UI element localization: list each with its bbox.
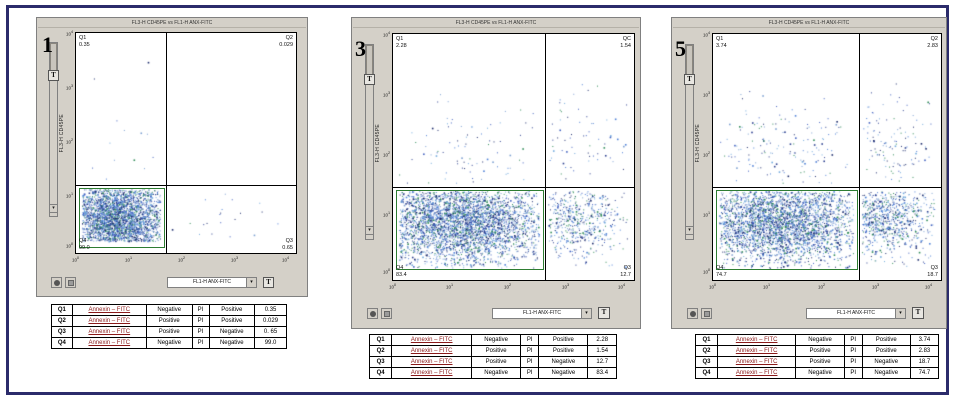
x-tick-5: $10^4$: [282, 256, 290, 263]
quadrant-value-lr-5: 18.7: [927, 272, 938, 278]
cell-marker: Annexin – FITC: [392, 368, 472, 379]
cell-stain: PI: [192, 316, 209, 327]
y-tick-4: $10^1$: [66, 192, 74, 199]
x-parameter-value-1: FL1-H ANX-FITC: [192, 279, 232, 285]
chevron-down-icon-5[interactable]: ▾: [895, 309, 905, 318]
table-row: [696, 335, 939, 346]
cell-stain-state: Positive: [539, 335, 588, 346]
panel-number-1: 1: [42, 32, 53, 57]
quadrant-label-ll-1: Q4: [79, 238, 87, 244]
y-axis-transform-button-5[interactable]: T: [684, 74, 695, 85]
y-tick-1: $10^4$: [383, 31, 391, 38]
y-scroll-down-arrow-3[interactable]: ▾: [365, 226, 374, 235]
stats-table-3: [369, 334, 617, 379]
cell-quadrant: Q3: [696, 357, 718, 368]
x-tick-1: $10^0$: [72, 256, 80, 263]
quadrant-value-lr-1: 0.65: [282, 245, 293, 251]
quadrant-label-ul-3: Q1: [396, 36, 404, 42]
cell-stain-state: Positive: [539, 346, 588, 357]
quadrant-value-ul-3: 2.28: [396, 43, 407, 49]
cell-stain-state: Positive: [209, 305, 255, 316]
x-tick-2: $10^1$: [763, 283, 771, 290]
cell-stain: PI: [521, 357, 539, 368]
x-tick-1: $10^0$: [709, 283, 717, 290]
x-tick-2: $10^1$: [446, 283, 454, 290]
y-tick-2: $10^3$: [66, 84, 74, 91]
cell-stain-state: Negative: [209, 327, 255, 338]
x-parameter-combo-5[interactable]: [806, 308, 906, 319]
quadrant-value-ur-3: 1.54: [620, 43, 631, 49]
cell-stain: PI: [521, 335, 539, 346]
quadrant-label-ll-3: Q4: [396, 265, 404, 271]
x-axis-transform-button-1[interactable]: T: [263, 277, 274, 288]
y-tick-3: $10^2$: [66, 138, 74, 145]
table-row: [696, 368, 939, 379]
cell-quadrant: Q1: [370, 335, 392, 346]
cell-stain: PI: [192, 327, 209, 338]
cell-value: 2.83: [910, 346, 938, 357]
cell-marker-state: Positive: [796, 346, 844, 357]
chevron-down-icon-3[interactable]: ▾: [581, 309, 591, 318]
y-scroll-down-arrow-5[interactable]: ▾: [685, 226, 694, 235]
cell-quadrant: Q1: [52, 305, 73, 316]
table-row: [370, 346, 617, 357]
window-title-5: FL3-H CD45PE vs FL1-H ANX-FITC: [673, 19, 945, 28]
x-parameter-combo-1[interactable]: [167, 277, 257, 288]
cell-stain: PI: [521, 346, 539, 357]
panel-3: [339, 14, 639, 394]
cell-marker: Annexin – FITC: [72, 305, 146, 316]
cell-stain-state: Negative: [209, 338, 255, 349]
cell-stain-state: Negative: [539, 368, 588, 379]
quadrant-value-ur-1: 0.029: [279, 42, 293, 48]
quadrant-label-ll-5: Q4: [716, 265, 724, 271]
x-tick-5: $10^4$: [618, 283, 626, 290]
display-mode-icon-5[interactable]: [687, 308, 698, 319]
cell-marker-state: Negative: [796, 335, 844, 346]
quadrant-value-ll-5: 74.7: [716, 272, 727, 278]
cell-value: 3.74: [910, 335, 938, 346]
x-tick-1: $10^0$: [389, 283, 397, 290]
quadrant-label-lr-5: Q3: [930, 265, 938, 271]
plot-window-1: [36, 17, 308, 297]
cell-value: 0.35: [255, 305, 287, 316]
cell-stain-state: Positive: [209, 316, 255, 327]
x-axis-transform-button-3[interactable]: T: [598, 307, 610, 319]
cell-quadrant: Q2: [696, 346, 718, 357]
quadrant-value-ll-1: 99.0: [79, 245, 90, 251]
y-tick-2: $10^3$: [703, 91, 711, 98]
y-tick-2: $10^3$: [383, 91, 391, 98]
quadrant-value-lr-3: 12.7: [620, 272, 631, 278]
cell-stain-state: Negative: [862, 357, 910, 368]
gate-region-5: [716, 190, 858, 270]
table-row: [370, 357, 617, 368]
cell-marker-state: Positive: [472, 357, 521, 368]
y-tick-5: $10^0$: [66, 242, 74, 249]
x-tick-3: $10^2$: [178, 256, 186, 263]
cell-value: 2.28: [588, 335, 617, 346]
cell-quadrant: Q3: [370, 357, 392, 368]
x-tick-4: $10^3$: [872, 283, 880, 290]
chevron-down-icon-1[interactable]: ▾: [246, 278, 256, 287]
x-tick-5: $10^4$: [925, 283, 933, 290]
cell-stain-state: Negative: [862, 368, 910, 379]
y-scroll-down-arrow-1[interactable]: ▾: [49, 204, 58, 213]
display-mode-icon-3[interactable]: [367, 308, 378, 319]
stats-table-1: [51, 304, 287, 349]
cell-value: 1.54: [588, 346, 617, 357]
cell-marker-state: Negative: [146, 338, 192, 349]
plot-window-5: [671, 17, 947, 329]
y-axis-transform-button-3[interactable]: T: [364, 74, 375, 85]
panel-number-5: 5: [675, 36, 686, 61]
cell-stain-state: Positive: [862, 346, 910, 357]
cell-stain: PI: [192, 305, 209, 316]
cell-stain: PI: [192, 338, 209, 349]
quadrant-label-ul-1: Q1: [79, 35, 87, 41]
display-mode-icon-1[interactable]: [51, 277, 62, 288]
cell-marker-state: Positive: [146, 316, 192, 327]
quadrant-label-ur-1: Q2: [285, 35, 293, 41]
cell-marker: Annexin – FITC: [717, 357, 796, 368]
plot-window-3: [351, 17, 641, 329]
cell-stain: PI: [844, 335, 862, 346]
x-axis-transform-button-5[interactable]: T: [912, 307, 924, 319]
x-tick-2: $10^1$: [125, 256, 133, 263]
y-scrollbar-1[interactable]: [49, 42, 58, 217]
quadrant-label-lr-3: Q3: [623, 265, 631, 271]
x-tick-3: $10^2$: [818, 283, 826, 290]
cell-marker-state: Negative: [146, 305, 192, 316]
table-row: [52, 327, 287, 338]
y-tick-1: $10^4$: [66, 30, 74, 37]
cell-marker: Annexin – FITC: [72, 327, 146, 338]
window-title-3: FL3-H CD45PE vs FL1-H ANX-FITC: [353, 19, 639, 28]
window-title-1: FL3-H CD45PE vs FL1-H ANX-FITC: [38, 19, 306, 28]
quadrant-value-ul-1: 0.35: [79, 42, 90, 48]
x-parameter-value-3: FL1-H ANX-FITC: [522, 310, 562, 316]
gate-region-1: [79, 188, 165, 248]
cell-marker: Annexin – FITC: [717, 346, 796, 357]
y-axis-label-5: FL3-H CD45PE: [695, 124, 701, 163]
plot-settings-icon-1[interactable]: [65, 277, 76, 288]
cell-marker: Annexin – FITC: [717, 368, 796, 379]
table-row: [370, 368, 617, 379]
y-tick-4: $10^1$: [703, 211, 711, 218]
quadrant-label-ur-3: QC: [622, 36, 631, 42]
y-tick-5: $10^0$: [703, 268, 711, 275]
y-tick-1: $10^4$: [703, 31, 711, 38]
cell-marker: Annexin – FITC: [392, 357, 472, 368]
quadrant-label-ur-5: Q2: [930, 36, 938, 42]
cell-value: 0.029: [255, 316, 287, 327]
x-tick-3: $10^2$: [504, 283, 512, 290]
cell-value: 83.4: [588, 368, 617, 379]
cell-marker: Annexin – FITC: [72, 338, 146, 349]
cell-marker: Annexin – FITC: [392, 335, 472, 346]
cell-marker: Annexin – FITC: [717, 335, 796, 346]
cell-stain: PI: [844, 357, 862, 368]
y-axis-label-1: FL3-H CD45PE: [59, 114, 65, 153]
scatter-plot-5[interactable]: [712, 33, 942, 281]
cell-stain: PI: [844, 346, 862, 357]
cell-marker-state: Positive: [796, 357, 844, 368]
table-row: [52, 305, 287, 316]
cell-marker-state: Positive: [472, 346, 521, 357]
y-axis-transform-button-1[interactable]: T: [48, 70, 59, 81]
y-axis-label-3: FL3-H CD45PE: [375, 124, 381, 163]
y-tick-3: $10^2$: [383, 151, 391, 158]
cell-value: 74.7: [910, 368, 938, 379]
cell-stain-state: Negative: [539, 357, 588, 368]
cell-value: 0. 65: [255, 327, 287, 338]
gate-region-3: [396, 190, 544, 270]
cell-quadrant: Q4: [52, 338, 73, 349]
scatter-plot-1[interactable]: [75, 32, 297, 254]
stats-table-5: [695, 334, 939, 379]
cell-quadrant: Q4: [370, 368, 392, 379]
quadrant-value-ll-3: 83.4: [396, 272, 407, 278]
cell-quadrant: Q3: [52, 327, 73, 338]
cell-value: 99.0: [255, 338, 287, 349]
cell-stain-state: Positive: [862, 335, 910, 346]
scatter-plot-3[interactable]: [392, 33, 635, 281]
y-tick-4: $10^1$: [383, 211, 391, 218]
cell-quadrant: Q1: [696, 335, 718, 346]
x-tick-4: $10^3$: [562, 283, 570, 290]
x-tick-4: $10^3$: [231, 256, 239, 263]
quadrant-label-lr-1: Q3: [285, 238, 293, 244]
table-row: [696, 357, 939, 368]
cell-stain: PI: [521, 368, 539, 379]
panel-1: [24, 14, 309, 374]
plot-settings-icon-3[interactable]: [381, 308, 392, 319]
quadrant-value-ul-5: 3.74: [716, 43, 727, 49]
quadrant-label-ul-5: Q1: [716, 36, 724, 42]
x-parameter-value-5: FL1-H ANX-FITC: [836, 310, 876, 316]
cell-marker-state: Negative: [472, 335, 521, 346]
cell-quadrant: Q4: [696, 368, 718, 379]
table-row: [52, 316, 287, 327]
cell-marker-state: Negative: [472, 368, 521, 379]
figure-frame: [6, 5, 949, 395]
cell-marker-state: Negative: [796, 368, 844, 379]
quadrant-value-ur-5: 2.83: [927, 43, 938, 49]
panel-number-3: 3: [355, 36, 366, 61]
plot-settings-icon-5[interactable]: [701, 308, 712, 319]
cell-marker: Annexin – FITC: [392, 346, 472, 357]
y-tick-5: $10^0$: [383, 268, 391, 275]
cell-value: 18.7: [910, 357, 938, 368]
cell-quadrant: Q2: [52, 316, 73, 327]
y-tick-3: $10^2$: [703, 151, 711, 158]
cell-marker: Annexin – FITC: [72, 316, 146, 327]
cell-value: 12.7: [588, 357, 617, 368]
table-row: [52, 338, 287, 349]
x-parameter-combo-3[interactable]: [492, 308, 592, 319]
table-row: [696, 346, 939, 357]
panel-5: [659, 14, 949, 394]
cell-quadrant: Q2: [370, 346, 392, 357]
cell-marker-state: Positive: [146, 327, 192, 338]
cell-stain: PI: [844, 368, 862, 379]
table-row: [370, 335, 617, 346]
